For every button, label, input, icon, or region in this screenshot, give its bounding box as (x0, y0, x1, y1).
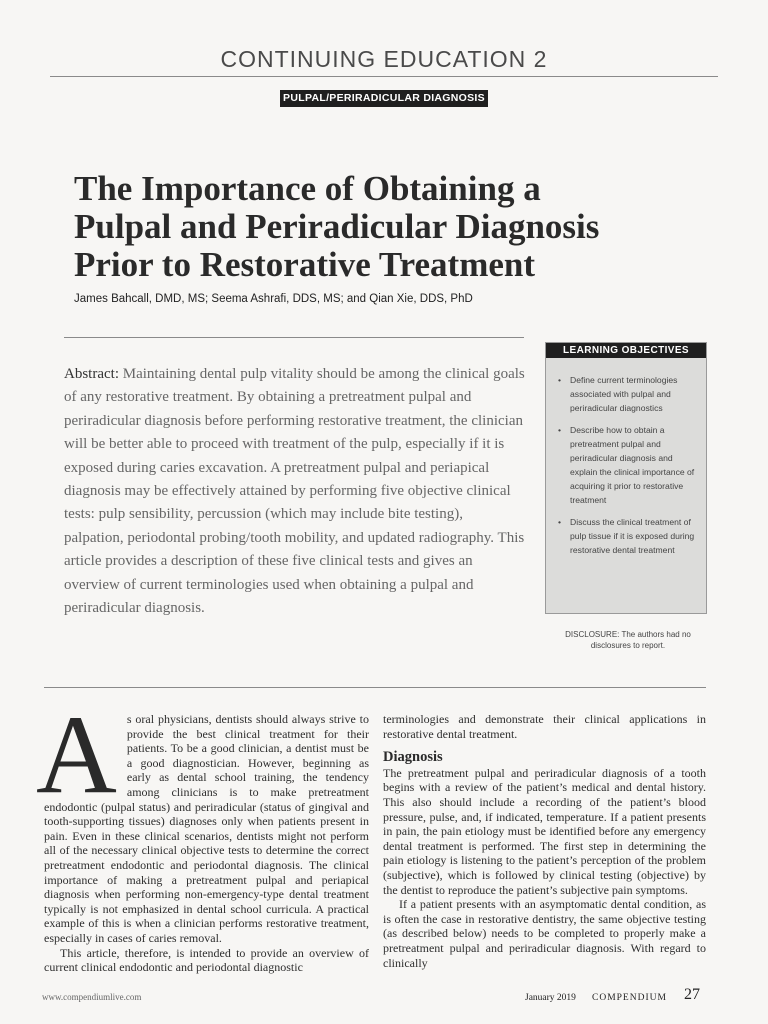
body-paragraph: This article, therefore, is intended to provide an overview of current clinical endodontic and periodontal diagnostic (44, 945, 369, 975)
section-heading-diagnosis: Diagnosis (383, 749, 443, 766)
list-item (556, 423, 698, 507)
footer-url: www.compendiumlive.com (42, 992, 142, 1002)
abstract-text: Maintaining dental pulp vitality should be among the clinical goals of any restorative treatment. By obtaining a pretreatment pulpal and periradicular diagnosis before performing restorative treatment, the clinician will be better able to proceed with treatment of the pulp, especially if it is exposed during caries excavation. A pretreatment pulpal and periapical diagnosis may be effectively attained by performing five objective clinical tests: pulp sensibility, percussion (which may include bite testing), palpation, periodontal probing/tooth mobility, and updated radiography. This article provides a description of these five clinical tests and gives an overview of current terminologies used when obtaining a pulpal and periradicular diagnosis. (64, 366, 525, 617)
topic-badge: PULPAL/PERIRADICULAR DIAGNOSIS (280, 90, 488, 107)
title-line: The Importance of Obtaining a (74, 169, 541, 208)
abstract (64, 363, 526, 620)
body-paragraph: The pretreatment pulpal and periradicular diagnosis of a tooth begins with a review of the patient’s medical and dental history. This also should include a recording of the patient’s blood pressure, pulse, and, if indicated, temperature. If a patient presents in pain, the pain etiology must be identified before any emergency dental treatment is performed. The first step in determining the pain etiology is listening to the patient’s perception of the problem (subjective), which is followed by clinical testing (objective) by the dentist to reproduce the patient’s subjective pain symptoms. (383, 765, 706, 897)
objective-text: Define current terminologies associated with pulpal and periradicular diagnostics (570, 375, 678, 413)
title-line: Prior to Restorative Treatment (74, 245, 535, 284)
body-paragraph (36, 693, 369, 946)
bullet-icon: • (558, 517, 562, 527)
body-column-left (36, 693, 369, 975)
learning-objectives-box (545, 342, 707, 614)
body-top-rule (44, 687, 706, 688)
disclosure-note: DISCLOSURE: The authors had no disclosures to report. (565, 630, 691, 650)
footer-journal-name: COMPENDIUM (592, 993, 667, 1003)
learning-objectives-list (546, 358, 706, 557)
title-line: Pulpal and Periradicular Diagnosis (74, 207, 600, 246)
paragraph-text: s oral physicians, dentists should always strive to provide the best clinical treatment for their patients. To be a good clinician, a dentist must be a good diagnostician. However, beginning as early as dental school training, the tendency among clinicians is to make pretreatment endodontic (pulpal status) and periradicular (status of gingival and tooth-supporting tissues) diagnoses only when patients present in pain. Even in these clinical scenarios, dentists might not perform all of the necessary clinical objective tests to determine the correct pretreatment endodontic and periodontal diagnosis. The clinical importance of making a pretreatment pulpal and periapical diagnosis when performing non-emergency-type dental treatment typically is not emphasized in dental school curricula. A practical example of this is when a clinician performs restorative treatment, especially in cases of caries removal. (44, 712, 369, 945)
bullet-icon: • (558, 375, 562, 385)
bullet-icon: • (558, 425, 562, 435)
learning-objectives-heading: LEARNING OBJECTIVES (546, 343, 706, 358)
body-paragraph: terminologies and demonstrate their clinical applications in restorative dental treatment. (383, 712, 706, 741)
author-list: James Bahcall, DMD, MS; Seema Ashrafi, DDS, MS; and Qian Xie, DDS, PhD (74, 293, 473, 305)
body-paragraph: If a patient presents with an asymptomatic dental condition, as is often the case in restorative dentistry, the same objective testing (as described below) needs to be completed to properly make a pretreatment pulpal and periradicular diagnosis. With regard to clinically (383, 897, 706, 970)
abstract-top-rule (64, 337, 524, 338)
body-column-right (383, 712, 706, 970)
list-item (556, 373, 698, 415)
abstract-label: Abstract: (64, 366, 119, 382)
header-rule (50, 76, 718, 77)
article-title (74, 170, 694, 284)
list-item (556, 515, 698, 557)
objective-text: Discuss the clinical treatment of pulp tissue if it is exposed during restorative dental treatment (570, 517, 695, 555)
page-number: 27 (684, 986, 700, 1003)
drop-cap: A (36, 693, 117, 817)
footer-date: January 2019 (525, 993, 576, 1003)
objective-text: Describe how to obtain a pretreatment pulpal and periradicular diagnosis and explain the clinical importance of acquiring it prior to restorative treatment (570, 425, 695, 505)
section-title: CONTINUING EDUCATION 2 (220, 46, 548, 72)
